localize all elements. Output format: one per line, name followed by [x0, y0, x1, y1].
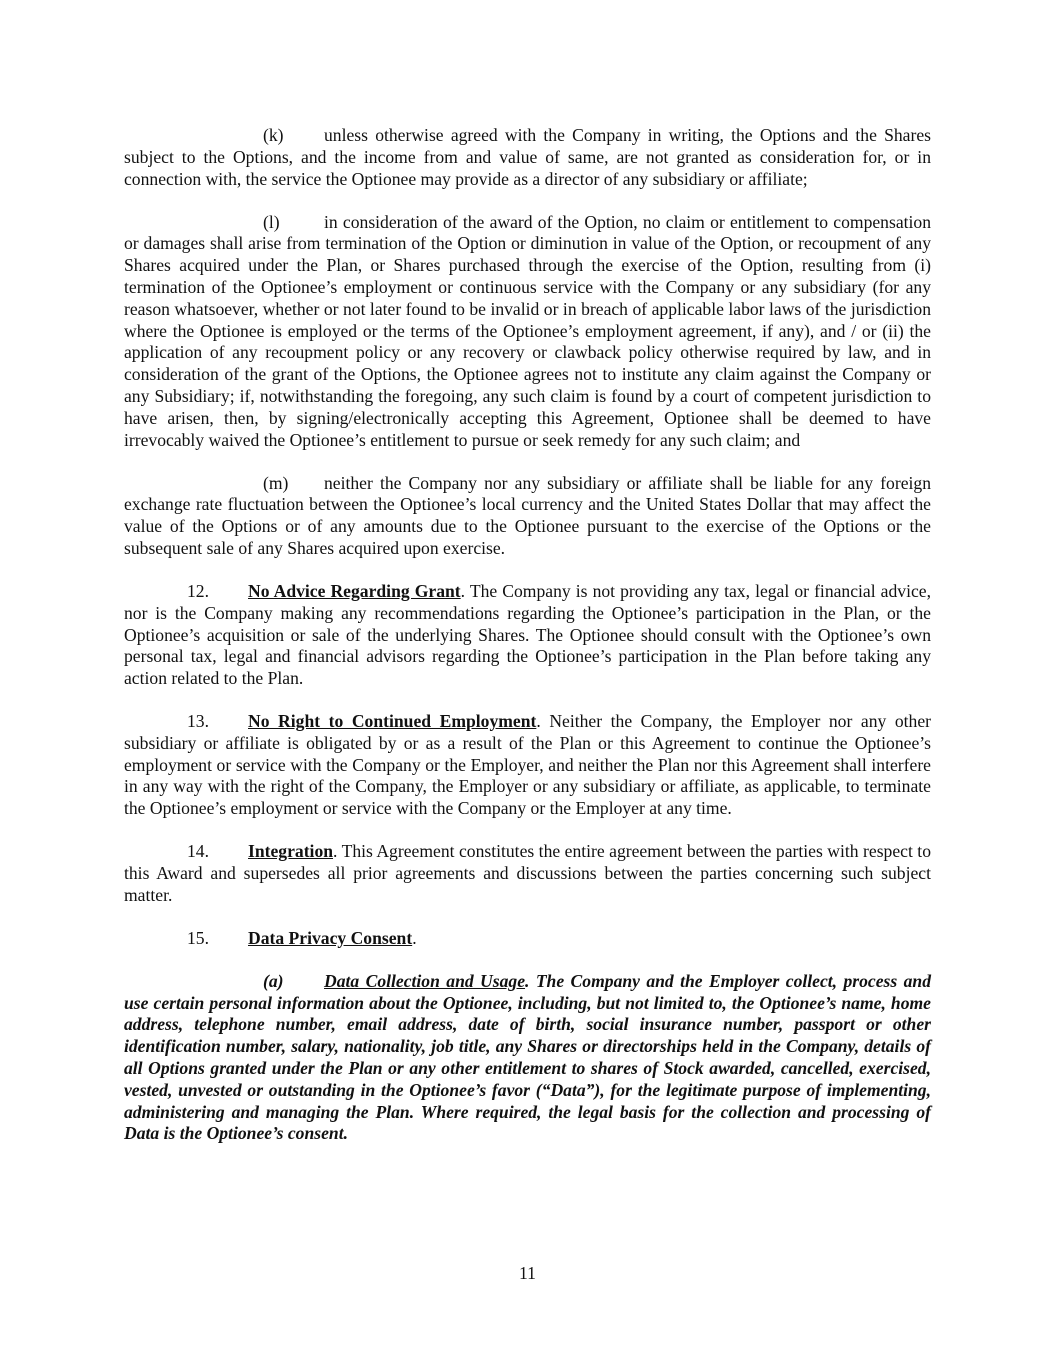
- paragraph-15a-heading: Data Collection and Usage: [324, 970, 526, 991]
- paragraph-m-label: (m): [263, 472, 289, 493]
- section-13: [124, 711, 931, 820]
- section-15: [124, 928, 931, 950]
- paragraph-15a-label: (a): [263, 970, 284, 991]
- section-12-text: . The Company is not providing any tax, legal or financial advice, nor is the Company making any recommendations regarding the Optionee’s participation in the Plan, or the Optionee’s acquisition or sale of the underlying Shares. The Optionee should consult with the Optionee’s own personal tax, legal and financial advisors regarding the Optionee’s participation in the Plan before taking any action related to the Plan.: [124, 580, 931, 689]
- section-15-text: .: [412, 927, 417, 948]
- paragraph-15a: [124, 971, 931, 1145]
- section-14: [124, 841, 931, 906]
- paragraph-m-text: neither the Company nor any subsidiary or affiliate shall be liable for any foreign exchange rate fluctuation between the Optionee’s local currency and the United States Dollar that may affect the value of the Options or of any amounts due to the Optionee pursuant to the exercise of the Options or the subsequent sale of any Shares acquired upon exercise.: [124, 472, 931, 558]
- paragraph-l: [124, 212, 931, 452]
- paragraph-l-label: (l): [263, 211, 280, 232]
- paragraph-k-text: unless otherwise agreed with the Company in writing, the Options and the Shares subject to the Options, and the income from and value of same, are not granted as consideration for, or in connection with, the service the Optionee may provide as a director of any subsidiary or affiliate;: [124, 125, 931, 189]
- paragraph-m: [124, 473, 931, 560]
- section-14-heading: Integration: [248, 841, 334, 862]
- section-12-heading: No Advice Regarding Grant: [248, 580, 461, 601]
- page-number: 11: [519, 1263, 536, 1283]
- document-page: [124, 125, 931, 1145]
- paragraph-15a-text: . The Company and the Employer collect, process and use certain personal information about the Optionee, including, but not limited to, the Optionee’s name, home address, telephone number, email address, date of birth, social insurance number, passport or other identification number, salary, nationality, job title, any Shares or directorships held in the Company, details of all Options granted under the Plan or any other entitlement to shares of Stock awarded, cancelled, exercised, vested, unvested or outstanding in the Optionee’s favor (“Data”), for the legitimate purpose of implementing, administering and managing the Plan. Where required, the legal basis for the collection and processing of Data is the Optionee’s consent.: [124, 970, 931, 1144]
- section-14-number: 14.: [187, 841, 209, 862]
- section-13-text: . Neither the Company, the Employer nor any other subsidiary or affiliate is obligated by or as a result of the Plan or this Agreement to continue the Optionee’s employment or service with the Company or the Employer, and neither the Plan nor this Agreement shall interfere in any way with the right of the Company, the Employer or any subsidiary or affiliate, as applicable, to terminate the Optionee’s employment or service with the Company or the Employer at any time.: [124, 711, 931, 819]
- section-12: [124, 581, 931, 690]
- paragraph-k-label: (k): [263, 125, 284, 145]
- paragraph-l-text: in consideration of the award of the Option, no claim or entitlement to compensation or damages shall arise from termination of the Option or diminution in value of the Option, or recoupment of any Shares acquired under the Plan, or Shares purchased through the exercise of the Option, resulting from (i) termination of the Optionee’s employment or continuous service with the Company or any subsidiary (for any reason whatsoever, whether or not later found to be invalid or in breach of applicable labor laws of the jurisdiction where the Optionee is employed or the terms of the Optionee’s employment agreement, if any), and / or (ii) the application of any recoupment policy or any recovery or clawback policy otherwise required by law, and in consideration of the grant of the Options, the Optionee agrees not to institute any claim against the Company or any Subsidiary; if, notwithstanding the foregoing, any such claim is found by a court of competent jurisdiction to have arisen, then, by signing/electronically accepting this Agreement, Optionee shall be deemed to have irrevocably waived the Optionee’s entitlement to pursue or seek remedy for any such claim; and: [124, 211, 931, 450]
- section-13-number: 13.: [187, 711, 209, 732]
- section-12-number: 12.: [187, 580, 209, 601]
- section-14-text: . This Agreement constitutes the entire agreement between the parties with respect to this Award and supersedes all prior agreements and discussions between the parties concerning such subject matter.: [124, 841, 931, 905]
- section-15-number: 15.: [187, 927, 209, 948]
- paragraph-k: [124, 125, 931, 190]
- section-15-heading: Data Privacy Consent: [248, 927, 413, 948]
- section-13-heading: No Right to Continued Employment: [248, 711, 537, 732]
